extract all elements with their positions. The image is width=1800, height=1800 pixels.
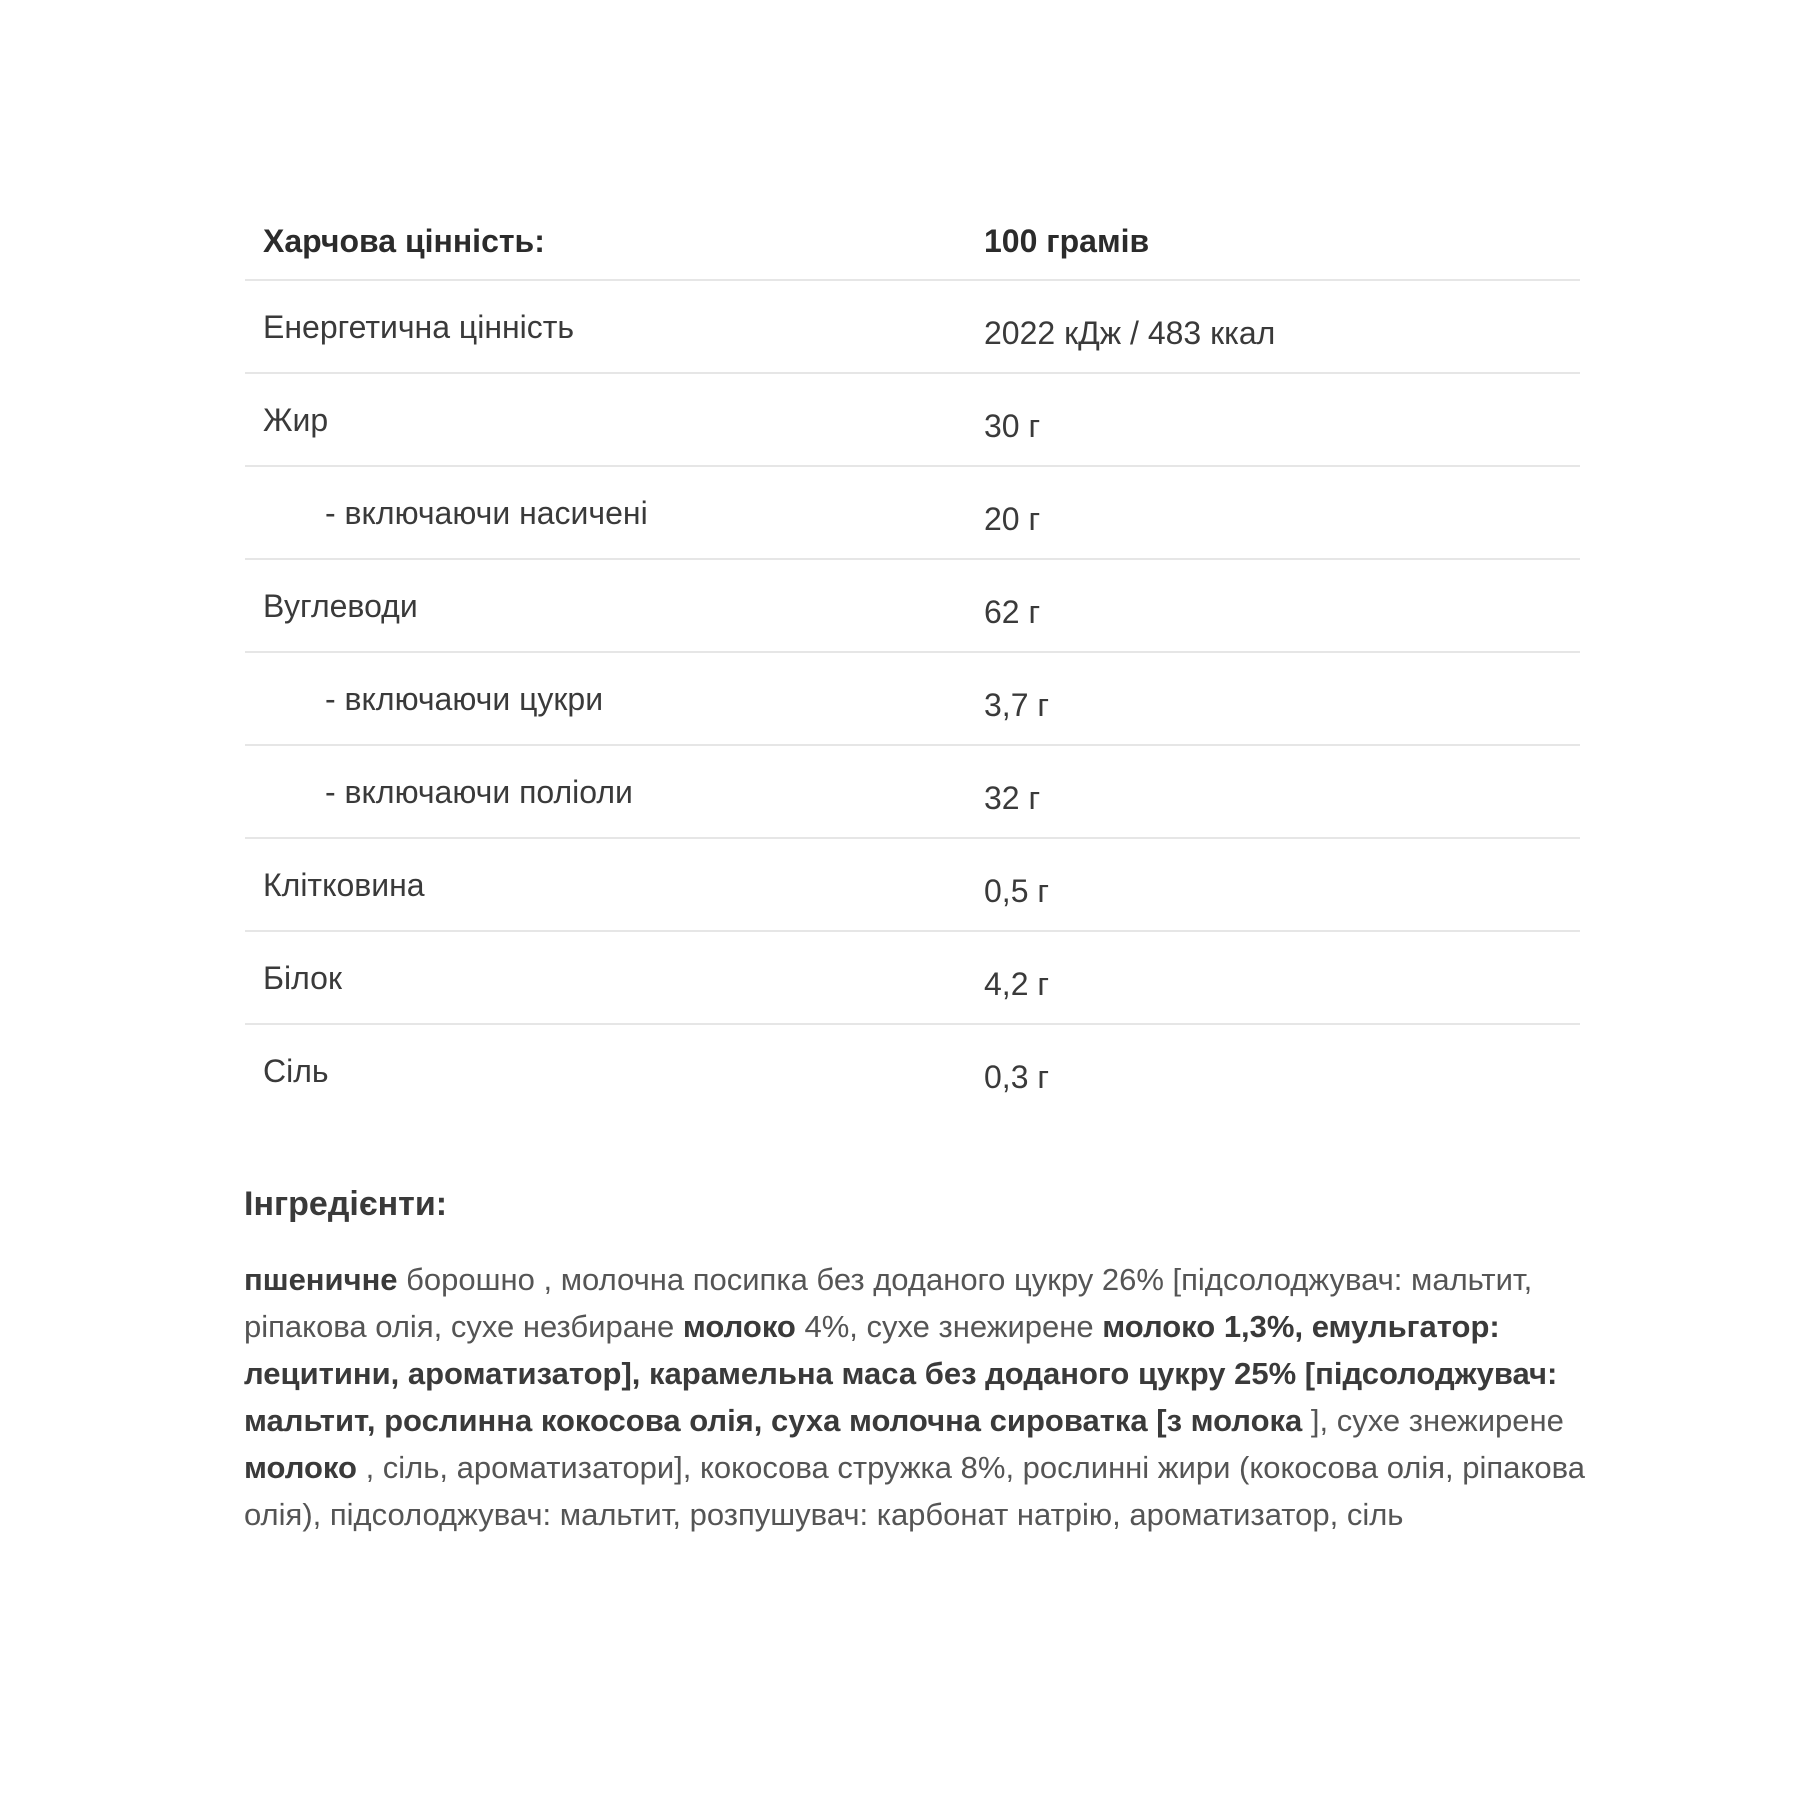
nutrient-value: 0,3 г — [984, 1059, 1050, 1095]
nutrient-name: Клітковина — [263, 867, 425, 903]
table-row — [245, 467, 1580, 560]
nutrient-value: 0,5 г — [984, 873, 1050, 909]
nutrient-value: 20 г — [984, 501, 1041, 537]
nutrient-value: 2022 кДж / 483 ккал — [984, 315, 1276, 351]
ingredient-bold: молоко — [244, 1450, 357, 1485]
nutrient-name: Енергетична цінність — [263, 309, 575, 345]
table-row — [245, 281, 1580, 374]
nutrient-name: - включаючи поліоли — [325, 774, 633, 810]
table-row — [245, 932, 1580, 1025]
nutrient-name: - включаючи насичені — [325, 495, 648, 531]
ingredient-text: 4%, сухе знежирене — [795, 1309, 1103, 1344]
ingredient-bold: молоко 1,3%, емульгатор: лецитини, ароматизатор], карамельна маса без доданого цукру 25% [підсолоджувач: мальтит, рослинна кокосова олія, суха молочна сироватка [з молока — [244, 1309, 1558, 1438]
nutrient-name: - включаючи цукри — [325, 681, 604, 717]
nutrition-header-row — [245, 197, 1580, 281]
nutrient-value: 4,2 г — [984, 966, 1050, 1002]
nutrition-header-amount: 100 грамів — [984, 223, 1150, 259]
table-row — [245, 374, 1580, 467]
nutrient-name: Білок — [263, 960, 342, 996]
ingredients-title: Інгредієнти: — [244, 1185, 448, 1223]
nutrient-value: 30 г — [984, 408, 1041, 444]
nutrition-table — [245, 197, 1580, 1118]
ingredients-section — [244, 1187, 1594, 1538]
ingredient-bold: пшеничне — [244, 1262, 398, 1297]
ingredient-text: борошно , молочна посипка без доданого цукру 26% [підсолоджувач: мальтит, ріпакова олія, сухе незбиране — [244, 1262, 1533, 1344]
nutrient-value: 3,7 г — [984, 687, 1050, 723]
nutrient-value: 62 г — [984, 594, 1041, 630]
nutrient-value: 32 г — [984, 780, 1041, 816]
nutrition-header-label: Харчова цінність: — [263, 223, 545, 259]
ingredient-bold: молоко — [682, 1309, 796, 1344]
table-row — [245, 653, 1580, 746]
table-row — [245, 560, 1580, 653]
table-row — [245, 1025, 1580, 1118]
ingredients-text — [244, 1256, 1594, 1538]
ingredient-text: , сіль, ароматизатори], кокосова стружка 8%, рослинні жири (кокосова олія, ріпакова олія), підсолоджувач: мальтит, розпушувач: карбонат натрію, ароматизатор, сіль — [244, 1450, 1585, 1532]
nutrient-name: Вуглеводи — [263, 588, 418, 624]
table-row — [245, 746, 1580, 839]
nutrient-name: Жир — [263, 402, 329, 438]
table-row — [245, 839, 1580, 932]
ingredient-text: ], сухе знежирене — [1302, 1403, 1564, 1438]
nutrient-name: Сіль — [263, 1053, 329, 1089]
